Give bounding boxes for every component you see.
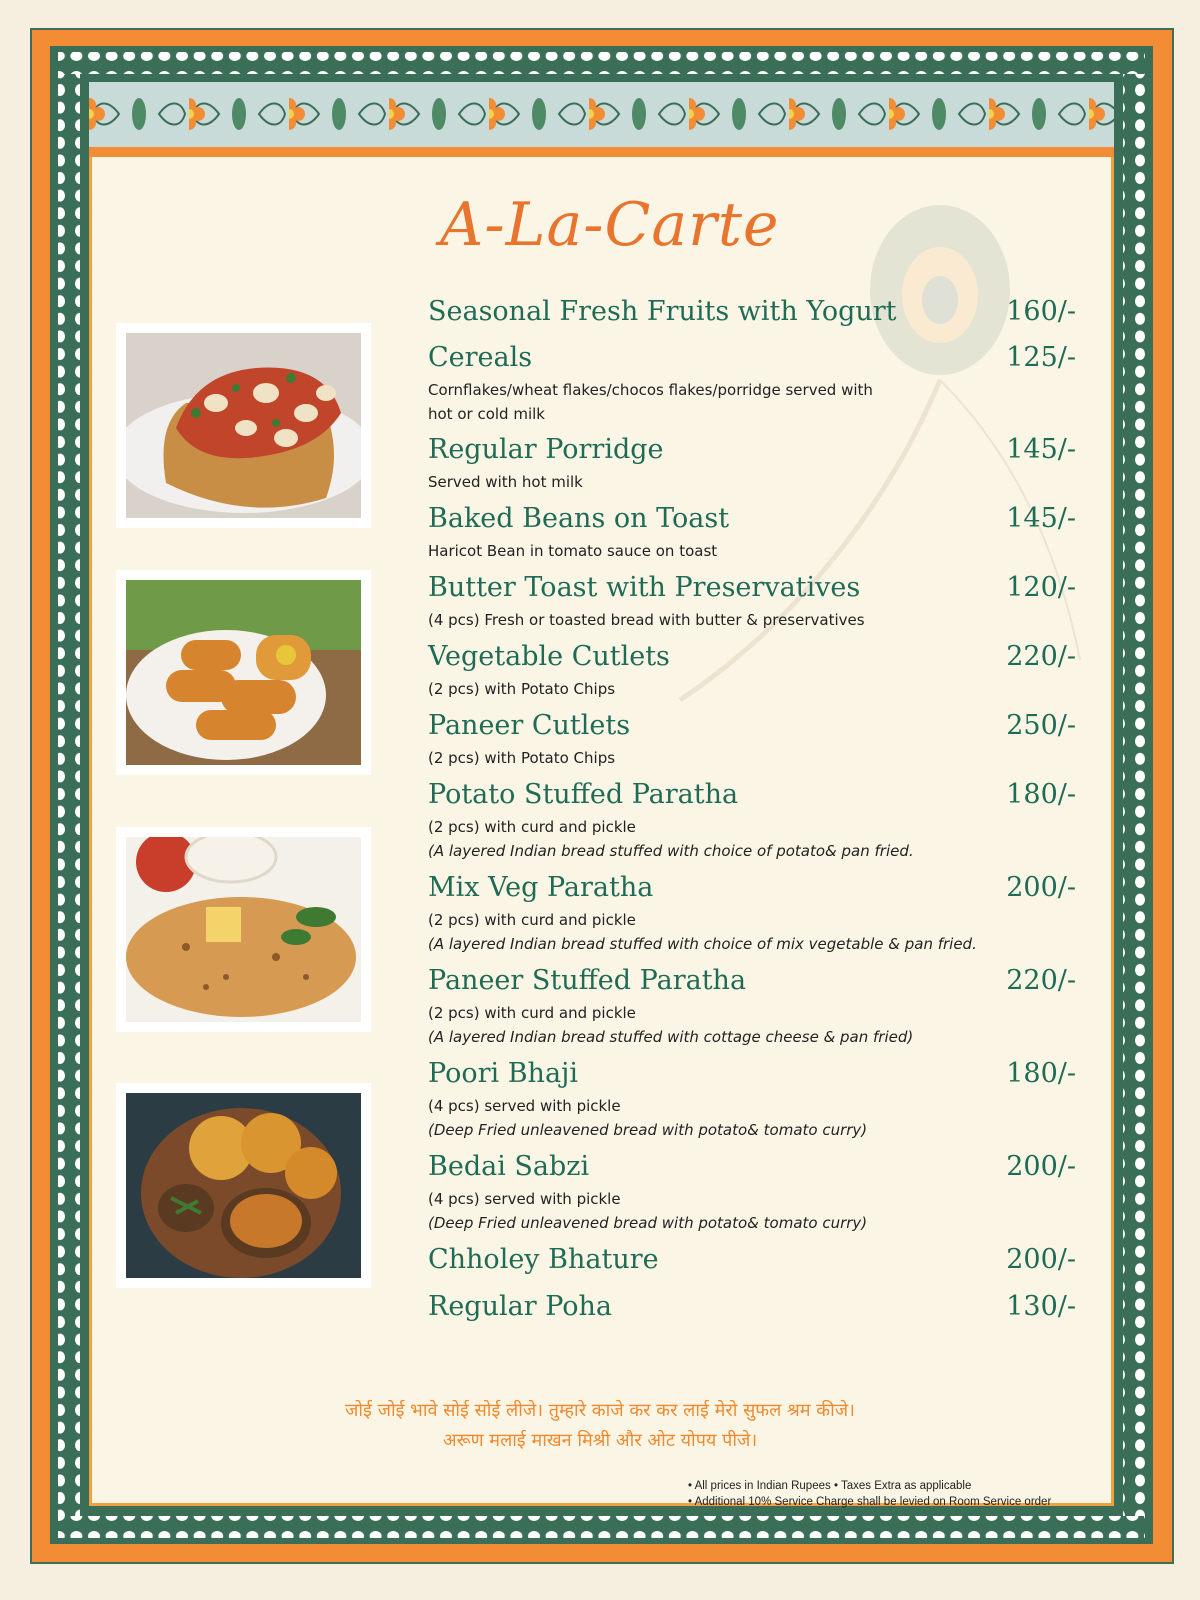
baked-beans-toast-photo (126, 333, 361, 518)
page-title: A-La-Carte (440, 190, 780, 260)
item-price: 160/- (1006, 296, 1076, 327)
item-note: (A layered Indian bread stuffed with choice of mix vegetable & pan fried. (428, 935, 977, 953)
item-name: Mix Veg Paratha (428, 872, 654, 903)
item-price: 180/- (1006, 1058, 1076, 1089)
item-description: (2 pcs) with curd and pickle (428, 911, 636, 929)
item-name: Vegetable Cutlets (428, 641, 670, 672)
item-description: (4 pcs) Fresh or toasted bread with butter & preservatives (428, 611, 865, 629)
item-price: 145/- (1006, 503, 1076, 534)
item-price: 130/- (1006, 1291, 1076, 1322)
item-price: 220/- (1006, 641, 1076, 672)
item-price: 200/- (1006, 1151, 1076, 1182)
cutlets-photo (116, 570, 371, 775)
verse-line-2: अरूण मलाई माखन मिश्री और ओट योपय पीजे। (442, 1430, 758, 1451)
item-description: (4 pcs) served with pickle (428, 1190, 621, 1208)
poori-bhaji-photo (126, 1093, 361, 1278)
item-price: 120/- (1006, 572, 1076, 603)
verse-line-1: जोई जोई भावे सोई सोई लीजे। तुम्हारे काजे कर कर लाई मेरो सुफल श्रम कीजे। (345, 1400, 855, 1421)
item-description: (2 pcs) with curd and pickle (428, 818, 636, 836)
item-price: 200/- (1006, 1244, 1076, 1275)
item-note: (Deep Fried unleavened bread with potato& tomato curry) (428, 1121, 868, 1139)
item-name: Cereals (428, 342, 533, 373)
item-price: 145/- (1006, 434, 1076, 465)
item-name: Potato Stuffed Paratha (428, 779, 739, 810)
item-name: Regular Porridge (428, 434, 664, 465)
item-price: 125/- (1006, 342, 1076, 373)
item-name: Butter Toast with Preservatives (428, 572, 861, 603)
item-name: Chholey Bhature (428, 1244, 659, 1275)
item-description: (2 pcs) with curd and pickle (428, 1004, 636, 1022)
baked-beans-photo (116, 323, 371, 528)
item-note: (A layered Indian bread stuffed with choice of potato& pan fried. (428, 842, 914, 860)
item-name: Paneer Stuffed Paratha (428, 965, 747, 996)
floral-pattern (89, 82, 1114, 147)
item-note: (A layered Indian bread stuffed with cottage cheese & pan fried) (428, 1028, 914, 1046)
paratha-photo (126, 837, 361, 1022)
item-description: Haricot Bean in tomato sauce on toast (428, 542, 718, 560)
item-price: 250/- (1006, 710, 1076, 741)
item-price: 200/- (1006, 872, 1076, 903)
item-description: (4 pcs) served with pickle (428, 1097, 621, 1115)
item-note: (Deep Fried unleavened bread with potato& tomato curry) (428, 1214, 868, 1232)
item-price: 220/- (1006, 965, 1076, 996)
item-description: Cornflakes/wheat flakes/chocos flakes/porridge served with hot or cold milk (428, 381, 873, 423)
item-description: Served with hot milk (428, 473, 583, 491)
item-name: Regular Poha (428, 1291, 613, 1322)
floral-header-band (89, 82, 1114, 157)
paratha-photo-frame (116, 827, 371, 1032)
item-name: Paneer Cutlets (428, 710, 631, 741)
item-name: Seasonal Fresh Fruits with Yogurt (428, 296, 897, 327)
menu-list (428, 296, 1076, 1341)
item-name: Baked Beans on Toast (428, 503, 730, 534)
item-description: (2 pcs) with Potato Chips (428, 749, 616, 767)
item-description: (2 pcs) with Potato Chips (428, 680, 616, 698)
poori-photo-frame (116, 1083, 371, 1288)
item-name: Bedai Sabzi (428, 1151, 590, 1182)
item-name: Poori Bhaji (428, 1058, 579, 1089)
service-charge-note: • Additional 10% Service Charge shall be levied on Room Service order (688, 1496, 1052, 1508)
item-price: 180/- (1006, 779, 1076, 810)
price-note: • All prices in Indian Rupees • Taxes Extra as applicable (688, 1480, 972, 1492)
vegetable-cutlets-photo (126, 580, 361, 765)
